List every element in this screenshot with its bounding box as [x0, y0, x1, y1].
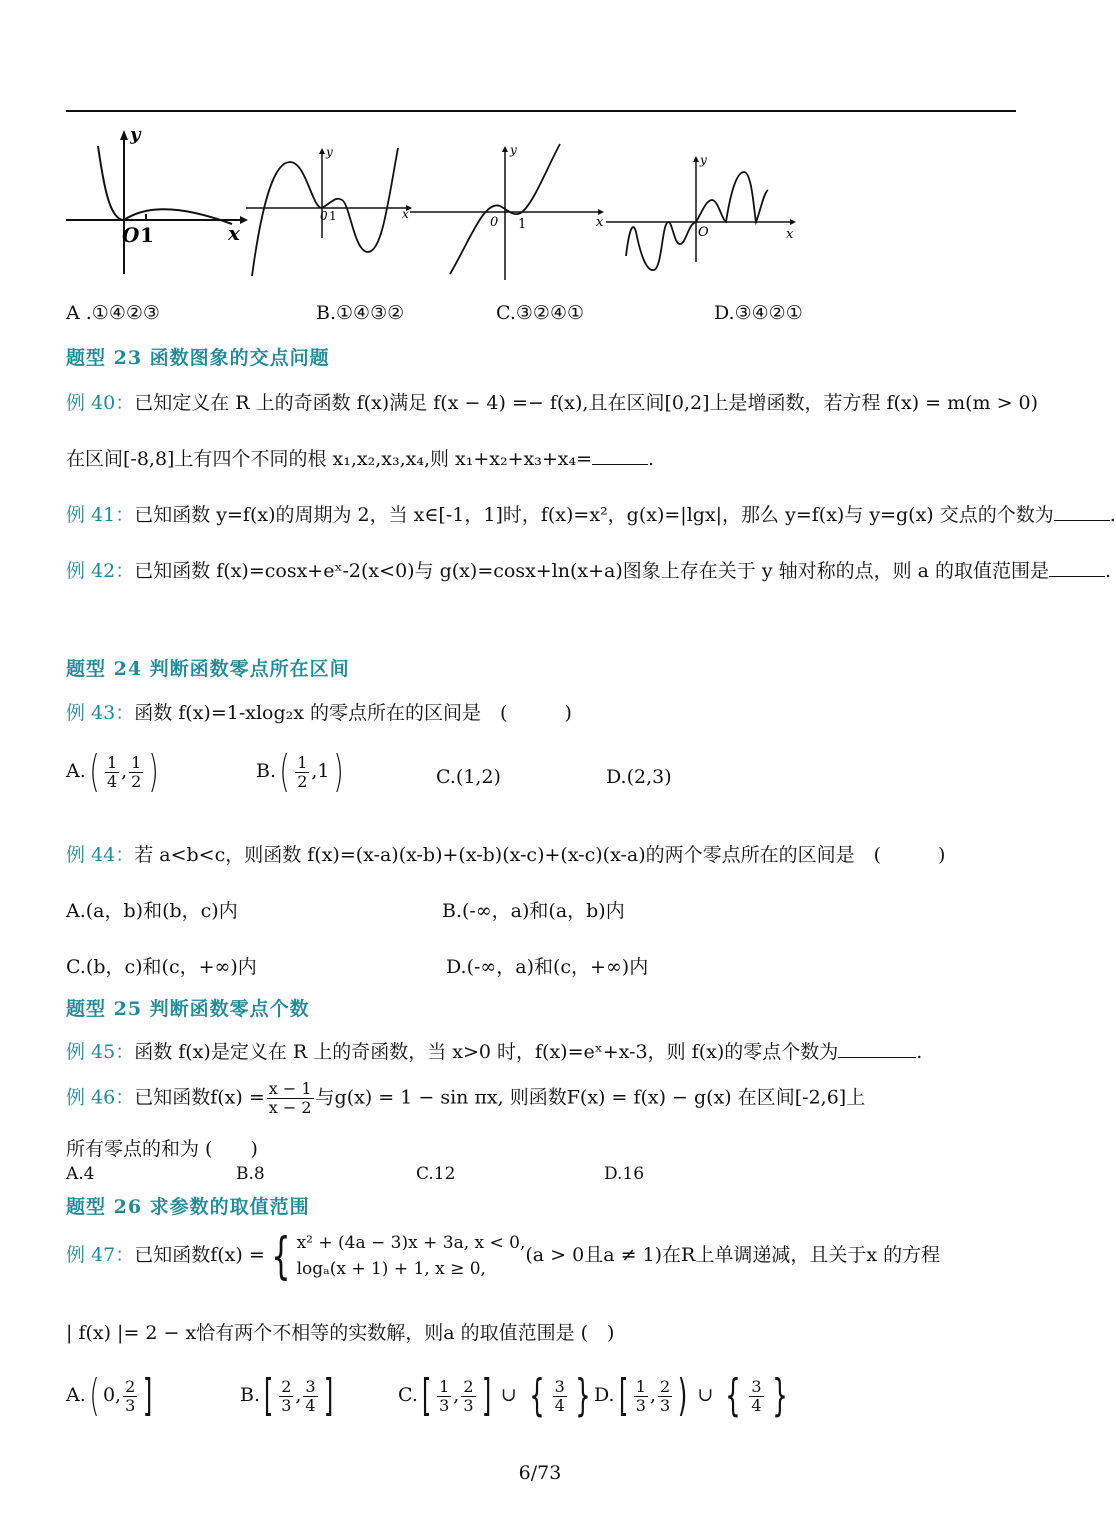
fraction-denominator: 4 — [305, 1395, 316, 1415]
section-24-title: 题型 24 判断函数零点所在区间 — [66, 658, 350, 680]
example-41-text: 已知函数 y=f(x)的周期为 2，当 x∈[-1，1]时，f(x)=x²，g(x)=|lgx|，那么 y=f(x)与 y=g(x) 交点的个数为 — [134, 504, 1054, 526]
g1-origin-label: O — [122, 223, 140, 247]
example-47-option-b: B.[ $\frac{2}{3}$ , $\frac{3}{4}$ ] — [240, 1370, 333, 1421]
graph-1 — [62, 124, 248, 278]
prev-option-b: B.①④③② — [316, 302, 405, 324]
option-prefix: B. — [240, 1384, 261, 1406]
fraction-numerator: 2 — [463, 1376, 474, 1396]
fraction-numerator: 1 — [106, 752, 118, 772]
g3-y-label: y — [510, 143, 517, 157]
g3-origin-label: 0 — [490, 215, 499, 230]
fraction-numerator: 1 — [131, 752, 142, 772]
example-43 — [66, 698, 572, 725]
fraction-denominator: 3 — [635, 1395, 646, 1415]
prev-option-c: C.③②④① — [496, 302, 585, 324]
example-44-text: 若 a<b<c，则函数 f(x)=(x-a)(x-b)+(x-b)(x-c)+(x-c)(x-a)的两个零点所在的区间是 ( ) — [134, 844, 946, 866]
answer-blank — [1054, 519, 1110, 521]
example-46-option-c: C.12 — [416, 1164, 456, 1184]
prev-option-a: A .①④②③ — [66, 302, 160, 324]
fraction-denominator: 3 — [281, 1395, 292, 1415]
example-46-post: 与g(x) = 1 − sin πx, 则函数F(x) = f(x) − g(x) 在区间[-2,6]上 — [315, 1086, 866, 1109]
fraction-numerator: 2 — [281, 1376, 292, 1396]
section-25-title: 题型 25 判断函数零点个数 — [66, 998, 310, 1020]
example-47-post: (a > 0且a ≠ 1)在R上单调递减，且关于x 的方程 — [525, 1244, 941, 1266]
fraction-denominator: x − 2 — [268, 1098, 312, 1117]
example-46-line1 — [66, 1080, 865, 1117]
g2-y-label: y — [326, 145, 333, 159]
example-44-option-a: A.(a，b)和(b，c)内 — [66, 900, 238, 922]
answer-blank — [838, 1056, 916, 1058]
example-46-option-d: D.16 — [604, 1164, 645, 1184]
fraction-denominator: 2 — [297, 771, 308, 791]
fraction-denominator: 2 — [131, 771, 142, 791]
option-lead: 0, — [102, 1384, 122, 1406]
option-tail: ,1 — [311, 760, 330, 782]
example-47-pre: 已知函数f(x) = — [134, 1244, 265, 1266]
fraction-denominator: 3 — [439, 1395, 450, 1415]
fraction-numerator: 2 — [125, 1376, 136, 1396]
fraction-denominator: 3 — [463, 1395, 474, 1415]
example-42: 例 42：已知函数 f(x)=cosx+eˣ-2(x<0)与 g(x)=cosx+ln(x+a)图象上存在关于 y 轴对称的点，则 a 的取值范围是 . — [66, 560, 1112, 582]
example-47-option-a: A.( 0, $\frac{2}{3}$ ] — [66, 1370, 153, 1421]
fraction-numerator: 1 — [297, 752, 308, 772]
example-47-line1: 例 47：已知函数f(x) = { x² + (4a − 3)x + 3a, x < 0, logₐ(x + 1) + 1, x ≥ 0, (a > 0且a ≠ 1)在R上单调递减，且关于x 的方程 — [66, 1227, 941, 1285]
fraction-numerator: 3 — [554, 1376, 565, 1396]
example-46-label: 例 46： — [66, 1086, 135, 1109]
option-prefix: D. — [594, 1384, 615, 1406]
example-43-option-d: D.(2,3) — [606, 766, 672, 788]
example-40-line1 — [66, 388, 1038, 415]
answer-blank — [592, 463, 648, 465]
prev-option-d: D.③④②① — [714, 302, 803, 324]
fraction-denominator: 3 — [125, 1395, 136, 1415]
example-42-label: 例 42： — [66, 560, 135, 582]
option-prefix: B. — [256, 760, 277, 782]
example-42-text: 已知函数 f(x)=cosx+eˣ-2(x<0)与 g(x)=cosx+ln(x+a)图象上存在关于 y 轴对称的点，则 a 的取值范围是 — [134, 560, 1050, 582]
example-44-option-d: D.(-∞，a)和(c，+∞)内 — [446, 956, 649, 978]
section-26-title: 题型 26 求参数的取值范围 — [66, 1196, 310, 1218]
section-23-title: 题型 23 函数图象的交点问题 — [66, 347, 330, 369]
fraction-numerator: 1 — [439, 1376, 450, 1396]
fraction-numerator: 1 — [635, 1376, 646, 1396]
page-number: 6/73 — [518, 1462, 562, 1484]
example-44-label: 例 44： — [66, 844, 135, 866]
example-44-option-c: C.(b，c)和(c，+∞)内 — [66, 956, 257, 978]
g1-one-label: 1 — [140, 223, 154, 247]
example-44-option-b: B.(-∞，a)和(a，b)内 — [442, 900, 625, 922]
option-prefix: A. — [66, 760, 86, 782]
g2-x-label: x — [402, 207, 409, 221]
example-43-option-a: A.( $\frac{1}{4}$ , $\frac{1}{2}$ ) — [66, 746, 160, 797]
example-43-option-c: C.(1,2) — [436, 766, 501, 788]
example-43-text: 函数 f(x)=1-xlog₂x 的零点所在的区间是 ( ) — [134, 702, 572, 724]
example-40-text2: 在区间[-8,8]上有四个不同的根 x₁,x₂,x₃,x₄,则 x₁+x₂+x₃+x₄= — [66, 448, 593, 470]
fraction-numerator: 3 — [305, 1376, 316, 1396]
g4-y-label: y — [700, 153, 707, 167]
example-40-label: 例 40： — [66, 392, 135, 414]
example-43-option-b: B.( $\frac{1}{2}$ ,1) — [256, 746, 344, 797]
example-43-label: 例 43： — [66, 702, 135, 724]
fraction-denominator: 4 — [751, 1395, 762, 1415]
example-47-line2: | f(x) |= 2 − x恰有两个不相等的实数解，则a 的取值范围是 ( ) — [66, 1322, 615, 1344]
fraction-numerator: 2 — [660, 1376, 671, 1396]
top-rule — [66, 110, 1016, 112]
g4-origin-label: O — [698, 225, 709, 240]
example-45-label: 例 45： — [66, 1041, 135, 1063]
g2-origin-label: 0 — [320, 209, 328, 223]
graph-2 — [246, 142, 418, 282]
g4-x-label: x — [786, 227, 794, 242]
g2-one-label: 1 — [329, 209, 337, 223]
example-47-label: 例 47： — [66, 1244, 135, 1266]
example-46-pre: 已知函数f(x) = — [134, 1086, 265, 1109]
fraction-numerator: 3 — [751, 1376, 762, 1396]
example-40-text: 已知定义在 R 上的奇函数 f(x)满足 f(x − 4) =− f(x),且在区间[0,2]上是增函数，若方程 f(x) = m(m > 0) — [134, 392, 1039, 414]
example-46-option-b: B.8 — [236, 1164, 265, 1184]
graph-4 — [606, 152, 800, 282]
g1-y-label: y — [130, 124, 141, 145]
example-40-line2: 在区间[-8,8]上有四个不同的根 x₁,x₂,x₃,x₄,则 x₁+x₂+x₃+x₄= . — [66, 448, 655, 470]
example-46-line2: 所有零点的和为 ( ) — [66, 1138, 258, 1160]
example-41-label: 例 41： — [66, 504, 135, 526]
piecewise-case-1: x² + (4a − 3)x + 3a, x < 0, — [296, 1233, 526, 1253]
piecewise-case-2: logₐ(x + 1) + 1, x ≥ 0, — [296, 1259, 486, 1279]
fraction-denominator: 3 — [660, 1395, 671, 1415]
graph-3 — [410, 140, 608, 282]
g3-x-label: x — [596, 215, 604, 230]
example-47-option-c: C.[ $\frac{1}{3}$ , $\frac{2}{3}$ ] ∪ { $\frac{3}{4}$ } — [398, 1370, 591, 1421]
example-46-option-a: A.4 — [66, 1164, 95, 1184]
g3-one-label: 1 — [518, 217, 527, 232]
fraction-denominator: 4 — [554, 1395, 565, 1415]
option-prefix: C. — [398, 1384, 418, 1406]
example-45-text: 函数 f(x)是定义在 R 上的奇函数，当 x>0 时，f(x)=eˣ+x-3，则 f(x)的零点个数为 — [134, 1041, 839, 1063]
example-47-option-d: D.[ $\frac{1}{3}$ , $\frac{2}{3}$ ) ∪ { $\frac{3}{4}$ } — [594, 1370, 788, 1421]
example-44 — [66, 840, 945, 867]
example-45: 例 45：函数 f(x)是定义在 R 上的奇函数，当 x>0 时，f(x)=eˣ+x-3，则 f(x)的零点个数为 . — [66, 1041, 923, 1063]
option-prefix: A. — [66, 1384, 86, 1406]
example-41: 例 41：已知函数 y=f(x)的周期为 2，当 x∈[-1，1]时，f(x)=x²，g(x)=|lgx|，那么 y=f(x)与 y=g(x) 交点的个数为 . — [66, 504, 1116, 526]
fraction-numerator: x − 1 — [268, 1079, 312, 1098]
g1-x-label: x — [228, 221, 240, 245]
fraction-denominator: 4 — [106, 771, 118, 791]
answer-blank — [1049, 575, 1105, 577]
